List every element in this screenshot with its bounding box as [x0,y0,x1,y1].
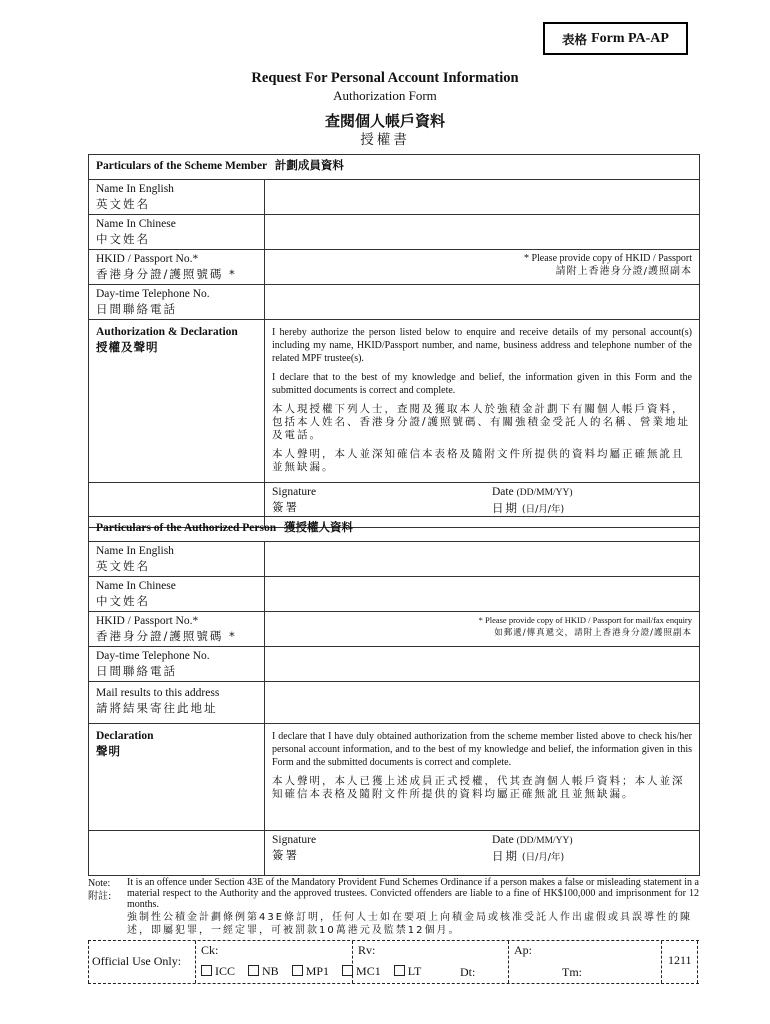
form-title: Request For Personal Account Information [251,70,519,86]
authorized-person-table [88,516,700,876]
checkbox-nb[interactable] [248,965,259,976]
note-text: It is an offence under Section 43E of the Mandatory Provident Fund Schemes Ordinance if a person makes a false or misleading statement in a material respect to the Authority and the approved trustees. Convicted offenders are liable to a fine of HK$100,000 and imprisonment for 12 months. [127,877,699,910]
official-tm: Tm: [562,965,582,979]
official-rv: Rv: [358,943,376,957]
scheme-member-table [88,154,700,528]
auth-signature-field[interactable]: Signature 簽署 [272,834,317,862]
member-date-field[interactable]: Date (DD/MM/YY) 日期 (日/月/年) [492,486,573,515]
auth-paragraph-1: I hereby authorize the person listed below to enquire and receive details of my personal account(s) including my name, HKID/Passport number, and name, business address and telephone number of the related MPF trustee(s). [272,327,692,364]
auth-name-en-label: Name In English 英文姓名 [89,542,265,577]
form-subtitle-cjk: 授權書 [360,132,410,148]
member-hkid-field[interactable] [265,250,700,285]
official-checkboxes: ICC NB MP1 MC1 LT [201,964,421,979]
note-label: Note: 附註: [88,878,112,902]
auth-phone-field[interactable] [265,647,700,682]
member-phone-label: Day-time Telephone No. 日間聯絡電話 [89,285,265,320]
member-phone-field[interactable] [265,285,700,320]
decl-paragraph-cjk: 本人聲明，本人已獲上述成員正式授權，代其查詢個人帳戶資料；本人並深知確信本表格及隨附文件所提供的資料均屬正確無訛且並無缺漏。 [272,775,685,800]
member-name-cn-field[interactable] [265,215,700,250]
official-code: 1211 [668,953,692,967]
checkbox-lt[interactable] [394,965,405,976]
auth-phone-label: Day-time Telephone No. 日間聯絡電話 [89,647,265,682]
auth-hkid-note: * Please provide copy of HKID / Passport for mail/fax enquiry 如郵遞/傳真遞交，請附上香港身分證/護照副本 [478,615,693,638]
authorization-text [265,320,700,483]
auth-sign-spacer [89,831,265,876]
auth-name-en-field[interactable] [265,542,700,577]
form-code-cjk: 表格 [562,31,588,47]
official-ck: Ck: [201,943,219,957]
form-title-cjk: 查閱個人帳戶資料 [324,112,445,130]
form-code-box [543,22,688,55]
auth-name-cn-label: Name In Chinese 中文姓名 [89,577,265,612]
member-name-cn-label: Name In Chinese 中文姓名 [89,215,265,250]
auth-hkid-label: HKID / Passport No.* 香港身分證/護照號碼 * [89,612,265,647]
auth-address-field[interactable] [265,682,700,724]
auth-address-label: Mail results to this address 請將結果寄往此地址 [89,682,265,724]
authorized-section-heading: Particulars of the Authorized Person 獲授權人資料 [89,517,700,542]
member-section-heading: Particulars of the Scheme Member 計劃成員資料 [89,155,700,180]
note-text-cjk: 強制性公積金計劃條例第43E條訂明，任何人士如在要項上向積金局或核准受託人作出虛假或具誤導性的陳述，即屬犯罪，一經定罪，可被罰款10萬港元及監禁12個月。 [127,912,693,936]
declaration-text [265,724,700,831]
official-use-label: Official Use Only: [92,954,182,968]
authorization-label: Authorization & Declaration 授權及聲明 [89,320,265,483]
auth-signature-row[interactable] [265,831,700,876]
member-hkid-note: * Please provide copy of HKID / Passport 請附上香港身分證/護照副本 [523,253,692,277]
auth-date-field[interactable]: Date (DD/MM/YY) 日期 (日/月/年) [492,834,573,863]
form-code-text: Form PA-AP [591,30,669,46]
form-subtitle: Authorization Form [333,88,437,103]
member-name-en-label: Name In English 英文姓名 [89,180,265,215]
decl-paragraph-1: I declare that I have duly obtained authorization from the scheme member listed above to check his/her personal account information, and to the best of my knowledge and belief, the information given in this Form and the submitted documents is correct and complete. [272,731,693,768]
official-use-box [88,940,699,984]
member-hkid-label: HKID / Passport No.* 香港身分證/護照號碼 * [89,250,265,285]
checkbox-mc1[interactable] [342,965,353,976]
member-signature-field[interactable]: Signature 簽署 [272,486,317,514]
checkbox-icc[interactable] [201,965,212,976]
auth-paragraph-cjk-2: 本人聲明，本人並深知確信本表格及隨附文件所提供的資料均屬正確無訛且並無缺漏。 [272,448,685,473]
member-name-en-field[interactable] [265,180,700,215]
official-dt: Dt: [460,965,476,979]
auth-paragraph-cjk-1: 本人現授權下列人士，查閱及獲取本人於強積金計劃下有關個人帳戶資料，包括本人姓名、香港身分證/護照號碼、有關強積金受託人的名稱、營業地址及電話。 [272,403,691,441]
auth-hkid-field[interactable] [265,612,700,647]
official-ap: Ap: [514,943,532,957]
declaration-label: Declaration 聲明 [89,724,265,831]
auth-name-cn-field[interactable] [265,577,700,612]
checkbox-mp1[interactable] [292,965,303,976]
auth-paragraph-2: I declare that to the best of my knowledge and belief, the information given in this Form and the submitted documents is correct and complete. [272,372,692,396]
